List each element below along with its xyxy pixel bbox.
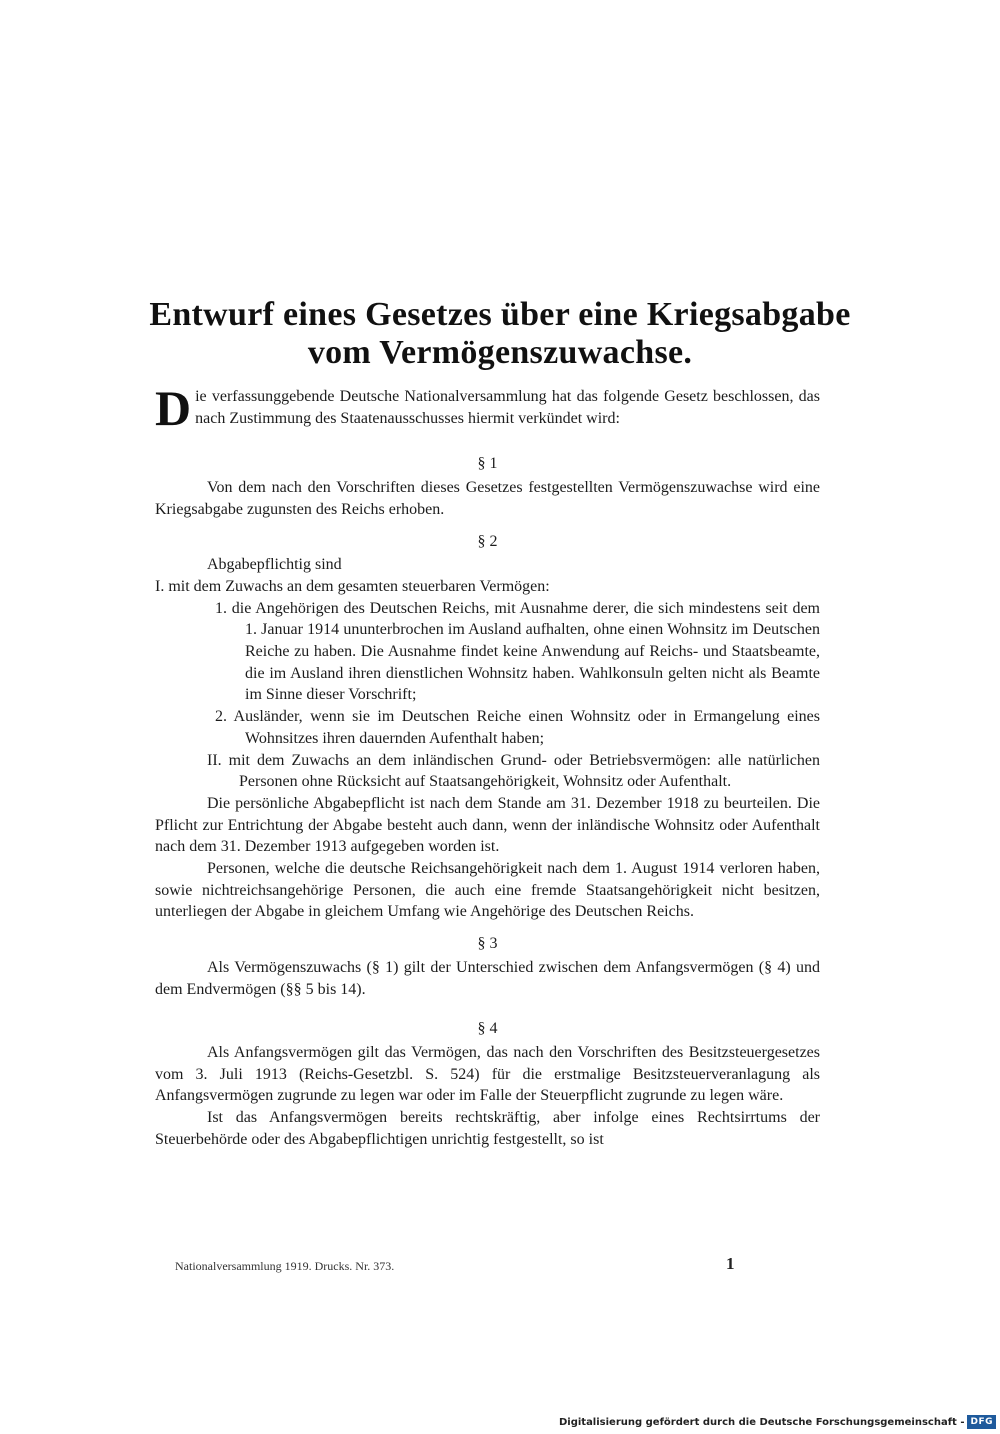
document-title-line-2: vom Vermögenszuwachse. [307,334,693,371]
document-body [155,380,820,1151]
section-1-text: Von dem nach den Vorschriften dieses Gesetzes festgestellten Vermögenszuwachse wird eine Kriegsabgabe zugunsten des Reichs erhoben. [155,479,820,518]
section-2-paragraph-a: Die persönliche Abgabepflicht ist nach dem Stande am 31. Dezember 1918 zu beurteilen. Die Pflicht zur Entrichtung der Abgabe besteht auch dann, wenn der inländische Wohnsitz oder Aufenthalt nach dem 31. Dezember 1913 aufgegeben worden ist. [155,794,820,856]
document-title-line-1: Entwurf eines Gesetzes über eine Kriegsabgabe [149,296,851,333]
intro-paragraph [155,380,820,436]
drop-cap: D [155,380,192,436]
section-2-paragraph-b: Personen, welche die deutsche Reichsangehörigkeit nach dem 1. August 1914 verloren haben, sowie nichtreichsangehörige Personen, die auch eine fremde Staatsangehörigkeit nicht besitzen, unterliegen der Abgabe in gleichem Umfang wie Angehörige des Deutschen Reichs. [155,860,820,921]
section-2-item-roman-2: II. mit dem Zuwachs an dem inländischen Grund- oder Betriebsvermögen: alle natürlichen Personen ohne Rücksicht auf Staatsangehörigkeit, Wohnsitz oder Aufenthalt. [207,751,820,791]
section-heading-1: § 1 [477,455,498,473]
section-4-paragraph-a: Als Anfangsvermögen gilt das Vermögen, das nach den Vorschriften des Besitzsteuergesetzes vom 3. Juli 1913 (Reichs-Gesetzbl. S. 524) für die erstmalige Besitzsteuerveranlagung als Anfangsvermögen zugrunde zu legen war oder im Falle der Steuerpflicht zugrunde zu legen wäre. [155,1043,820,1105]
section-2-item-2: 2. Ausländer, wenn sie im Deutschen Reiche einen Wohnsitz oder in Ermangelung eines Wohnsitzes ihren dauernden Aufenthalt haben; [215,708,820,747]
dfg-logo-icon: DFG [967,1415,996,1429]
section-heading-2: § 2 [477,532,498,550]
section-2-lead: Abgabepflichtig sind [207,556,342,574]
print-reference: Nationalversammlung 1919. Drucks. Nr. 373. [175,1259,395,1273]
section-2-item-roman-1: I. mit dem Zuwachs an dem gesamten steuerbaren Vermögen: [155,577,550,595]
section-heading-3: § 3 [477,935,498,953]
intro-text: ie verfassunggebende Deutsche Nationalversammlung hat das folgende Gesetz beschlossen, das nach Zustimmung des Staatenausschusses hiermit verkündet wird: [195,388,820,427]
digitization-credit [559,1414,996,1430]
section-2-item-1: 1. die Angehörigen des Deutschen Reichs, mit Ausnahme derer, die sich mindestens seit dem 1. Januar 1914 ununterbrochen im Ausland aufhalten, ohne einen Wohnsitz im Deutschen Reiche zu haben. Die Ausnahme findet keine Anwendung auf Reichs- und Staatsbeamte, die im Ausland ihren dienstlichen Wohnsitz haben. Wahlkonsuln gelten nicht als Beamte im Sinne dieser Vorschrift; [215,599,820,704]
section-4-paragraph-b: Ist das Anfangsvermögen bereits rechtskräftig, aber infolge eines Rechtsirrtums der Steuerbehörde oder des Abgabepflichtigen unrichtig festgestellt, so ist [155,1109,820,1148]
credit-text: Digitalisierung gefördert durch die Deutsche Forschungsgemeinschaft - [558,1416,965,1428]
section-3-text: Als Vermögenszuwachs (§ 1) gilt der Unterschied zwischen dem Anfangsvermögen (§ 4) und dem Endvermögen (§§ 5 bis 14). [155,958,820,998]
section-heading-4: § 4 [477,1020,498,1038]
page-number: 1 [726,1254,735,1273]
